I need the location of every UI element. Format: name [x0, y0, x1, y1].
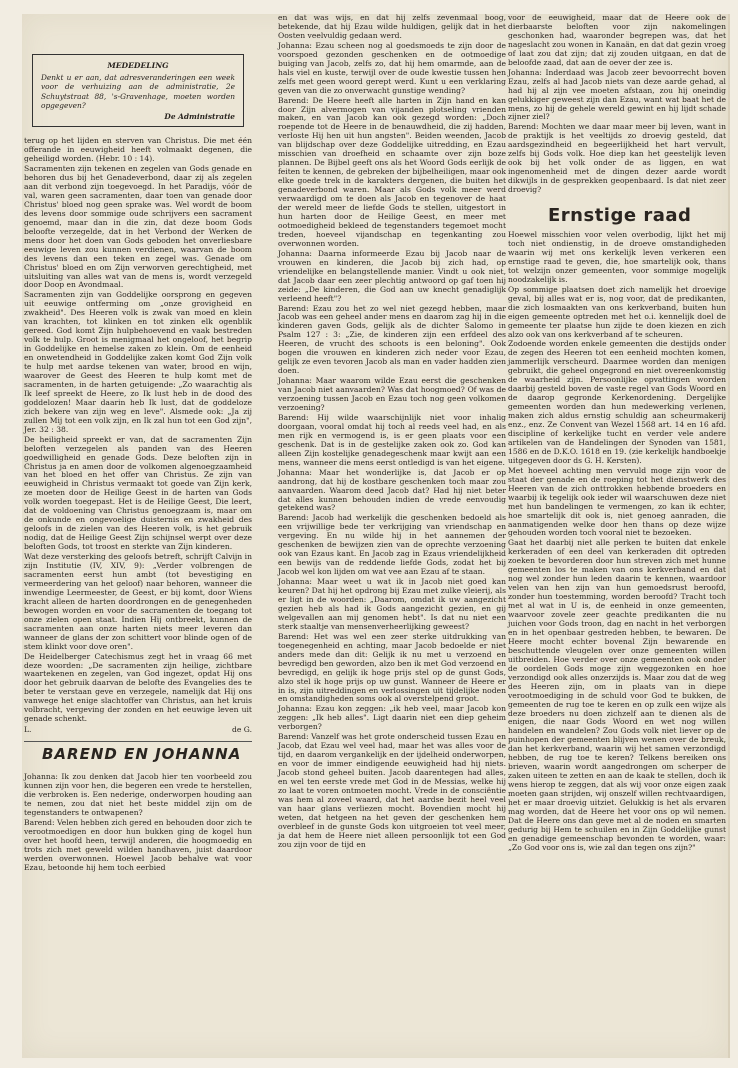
paragraph: voor de eeuwigheid, maar dat de Heere ook de dierbaarste beloften voor zijn nakomelingen geschonken had, waaronder begrepen was, dat het nageslacht zou wonen in Kanaän, en dat dat gezin vroeg of laat zou dat zijn; dat zij zouden uitgaan, en dat de beloofde zaad, dat aan de oever der zee is.	[508, 14, 726, 67]
paragraph: Barend: Het was wel een zeer sterke uitdrukking van toegenegenheid en achting, maar Jacob bedoelde er niet anders mede dan dit: Gelijk ik nu met u verzoend en bevredigd ben geworden, alzo ben ik met God verzoend en bevredigd, en gelijk ik hoge prijs stel op de gunst Gods, alzo stel ik hoge prijs op uw gunst. Wanneer de Heere er in is, zijn uitreddingen en verlossingen uit tijdelijke noden en omstandigheden soms ook al overstelpend groot.	[278, 631, 506, 704]
paragraph: Johanna: Inderdaad was Jacob zeer bevoorrecht boven Ezau, zelfs al had Jacob niets van deze aarde gehad, al had hij al zijn vee moeten afstaan, zou hij oneindig gelukkiger geweest zijn dan Ezau, want wat baat het de mens, zo hij de gehele wereld gewint en hij lijdt schade zijner ziel?	[508, 67, 726, 122]
paragraph: Met hoeveel achting men vervuld moge zijn voor de staat der genade en de roeping tot het dienstwerk des Heeren van de zich onttrokken hebbende broeders en waarbij ik tegelijk ook ieder wil waarschuwen deze niet met hun bandelingen te vermengen, zo kan ik echter, hoe smartelijk dit ook is, niet genoeg aanraden, die aanmatigenden welke door hen thans op deze wijze gehouden worden toch vooral niet te bezoeken.	[508, 465, 726, 538]
paragraph: Barend: Hij wilde waarschijnlijk niet voor inhalig doorgaan, vooral omdat hij toch al reeds veel had, en als men rijk en vermogend is, is er geen plaats voor een geschenk. Dat is in de gestelijke zaken ook zo. God kan alleen Zijn kostelijke genadegeschenk maar kwijt aan een mens, wanneer die mens eerst ontledigd is van het eigene.	[278, 412, 506, 467]
article-signature	[24, 726, 252, 735]
notice-body: Denkt u er aan, dat adresveranderingen een week voor de verhuizing aan de administratie, 2e Schuytstraat 88, 's-Gravenhage, moeten worden opgegeven?	[41, 73, 235, 110]
paragraph: Johanna: Maar het wonderlijke is, dat Jacob er op aandrong, dat hij de kostbare geschenken toch maar zou aanvaarden. Waarom deed Jacob dat? Had hij niet beter dat alles kunnen behouden indien de vrede eenvoudig getekend was?	[278, 467, 506, 513]
notice-box	[32, 54, 244, 127]
divider	[24, 741, 252, 742]
paragraph: De Heidelberger Catechismus zegt het in vraag 66 met deze woorden: „De sacramenten zijn heilige, zichtbare waartekenen en zegelen, van God ingezet, opdat Hij ons door het gebruik daarvan de belofte des Evangelies des te beter te verstaan geve en verzegele, namelijk dat Hij ons vanwege het enige slachtoffer van Christus, aan het kruis volbracht, vergeving der zonden en het eeuwige leven uit genade schenkt.	[24, 651, 252, 724]
paragraph: Barend: Mochten we daar maar meer bij leven, want in de praktijk is het veeltijds zo droevig gesteld, dat aardsgezindheid en begeerlijkheid het hart vervult, zelfs bij Gods volk. Hoe diep kan het geestelijk leven ook bij het volk onder de as liggen, en wat ingenomenheid met de dingen dezer aarde wordt dikwijls in de gesprekken geopenbaard. Is dat niet zeer droevig?	[508, 122, 726, 195]
paragraph: Gaat het daarbij niet alle perken te buiten dat enkele kerkeraden of een deel van kerkeraden dit optreden zoeken te bevorderen door hun streven zich met hunne gemeenten los te maken van ons kerkverband en dat nog wel zonder hun leden daarin te kennen, waardoor velen van hen zijn van hun gemoedsrust beroofd, zonder hun toestemming, worden beroofd? Tracht toch met al wat in U is, de eenheid in onze gemeenten, waarvoor zovele zeer geachte predikanten die nu juichen voor Gods troon, dag en nacht in het verborgen en in het openbaar gestreden hebben, te bewaren. De Heere mocht echter bovenal Zijn bewarende en beschuttende vleugelen over onze gemeenten willen uitbreiden. Hoe verder over onze gemeenten ook onder de oordelen Gods moge zijn weggezonken en hoe verzondigd ook alles onzerzijds is. Maar zou dat de weg des Heeren zijn, om in plaats van in diepe verootmoediging in de schuld voor God te bukken, de gemeenten de rug toe te keren en op zulk een wijze als deze broeders nu doen zichzelf aan te dienen als de enigen, die naar Gods Woord en wet nog willen handelen en wandelen? Zou Gods volk niet liever op de puinhopen der gemeenten blijven wenen over de breuk, dan het kerkverband, waarin wij het samen verzondigd hebben, de rug toe te keren? Telkens bereiken ons brieven, waarin wordt aangedrongen om scherper de zaken uiteen te zetten en aan de kaak te stellen, doch ik wens hierop te zeggen, dat als wij voor onze eigen zaak moeten gaan strijden, wij onszelf willen rechtvaardigen, het er maar droevig uitziet. Gelukkig is het als ervaren mag worden, dat de Heere het voor ons op wil nemen. Dat de Heere ons dan geve met al de noden en smarten gedurig bij Hem te schuilen en in Zijn Goddelijke gunst en genadige gemeenschap bevonden te worden, waar: „Zo God voor ons is, wie zal dan tegen ons zijn?"	[508, 538, 726, 852]
paragraph: Op sommige plaatsen doet zich namelijk het droevige geval, bij alles wat er is, nog voor, dat de predikanten, die zich losmaakten van ons kerkverband, buiten hun eigen gemeente optreden met het o.i. kennelijk doel de gemeente ter plaatse hun zijde te doen kiezen en zich alzo ook van ons kerkverband af te scheuren.	[508, 284, 726, 339]
signature-left: L.	[24, 725, 32, 735]
heading-ernstige-raad: Ernstige raad	[548, 205, 692, 227]
column-middle	[278, 14, 506, 851]
paragraph: Barend: Vanzelf was het grote onderscheid tussen Ezau en Jacob, dat Ezau wel veel had, maar het was alles voor de tijd, en daarom vergankelijk en der ijdelheid onderworpen, en voor de immer eindigende eeuwigheid had hij niets. Jacob stond geheel buiten. Jacob daarentegen had alles, en wel ten eerste vrede met God in de Messias, welke hij zo laat te voren ontmoeten mocht. Vrede in de consciëntie was hem al zoveel waard, dat het aardse bezit heel veel van haar glans verliezen mocht. Bovendien mocht hij weten, dat hetgeen na het geven der geschenken hem overbleef in de gunste Gods kon uitgroeien tot veel meer, ja dat hem de Heere niet alleen persoonlijk tot een God zou zijn voor de tijd en	[278, 732, 506, 849]
paragraph: De heiligheid spreekt er van, dat de sacramenten Zijn beloften verzegelen als panden van des Heeren goedwilligheid en genade Gods. Deze beloften zijn in Christus ja en amen door de volkomen algenoegzaamheid van het bloed en het offer van Christus. Ze zijn van eeuwigheid in Christus vermaakt tot goede van Zijn kerk, ze moeten door de Heilige Geest in de harten van Gods volk worden toegepast. Het is de Heilige Geest, Die leert, dat de voldoening van Christus genoegzaam is, maar om de onkunde en ongevoelige duisternis en zwakheid des geloofs in de zielen van des Heeren volk, is het gebruik nodig, dat de Heilige Geest Zijn schijnsel werpt over deze beloften Gods, tot troost en sterkte van Zijn kinderen.	[24, 434, 252, 552]
paragraph: terug op het lijden en sterven van Christus. Die met één offerande in eeuwigheid heeft volmaakt degenen, die geheiligd worden. (Hebr. 10 : 14).	[24, 136, 252, 164]
paragraph: Sacramenten zijn tekenen en zegelen van Gods genade en behoren dus bij het Genadeverbond, daar zij als zegelen aan dit verbond zijn toegevoegd. In het Paradijs, vóór de val, waren geen sacramenten, daar toen van genade door Christus' bloed nog geen sprake was. Wel wordt de boom des levens door sommige oude schrijvers een sacrament genoemd, maar dan in die zin, dat deze boom Gods beloofte verzegelde, dat in het Verbond der Werken de mens door het doen van Gods geboden het onverliesbare eeuwige leven zou kunnen verdienen, waarvan de boom des levens dan een teken en zegel was. Genade om Christus' bloed en om Zijn verworven gerechtigheid, met uitsluiting van alles wat van de mens is, wordt verzegeld door Doop en Avondmaal.	[24, 164, 252, 290]
paragraph: en dat was wijs, en dat hij zelfs zevenmaal boog, betekende, dat hij Ezau wilde huldigen, gelijk dat in het Oosten veelvuldig gedaan werd.	[278, 14, 506, 40]
paragraph: Hoewel misschien voor velen overbodig, lijkt het mij toch niet ondienstig, in de droeve omstandigheden waarin wij met ons kerkelijk leven verkeren een ernstige raad te geven, die, hoe smartelijk ook, thans tot welzijn onzer gemeenten, voor sommige mogelijk noodzakelijk is.	[508, 230, 726, 284]
column-left	[24, 14, 252, 874]
signature-right: de G.	[232, 725, 252, 735]
paragraph: Barend: Jacob had werkelijk die geschenken bedoeld als een vrijwillige bede ter verkrijging van vriendschap en vergeving. En nu wilde hij in het aannemen der geschenken de bewijzen zien van de oprechte verzoening ook van Ezaus kant. En Jacob zag in Ezaus vriendelijkheid een bewijs van de reddende liefde Gods, zodat het bij Jacob wel kon lijden om wat vee aan Ezau af te staan.	[278, 513, 506, 577]
paragraph: Sacramenten zijn van Goddelijke oorsprong en gegeven uit eeuwige ontferming om „onze grovigheid en zwakheid". Des Heeren volk is zwak van moed en klein van krachten, tot klinken en tot zinken elk ogenblik gereed. God komt Zijn hulpbehoevend en vaak bestreden volk te hulp. Groot is menigmaal het ongeloof, het begrip in Goddelijke en hemelse zaken zo klein. Om de eenheid en onwetendheid in Goddelijke zaken komt God Zijn volk te hulp met aardse tekenen van water, brood en wijn, waarover de Geest des Heeren te hulp komt met de sacramenten, in de harten getuigende: „Zo waarachtig als Ik leef spreekt de Heere, zo Ik lust heb in de dood des goddelozen! Maar daarin heb Ik lust, dat de goddeloze zich bekere van zijn weg en leve". Alsmede ook: „Ja zij zullen Mij tot een volk zijn, en Ik zal hun tot een God zijn", Jer. 32 : 38.	[24, 290, 252, 434]
paragraph: Wat deze versterking des geloofs betreft, schrijft Calvijn in zijn Institutie (IV, XIV, 9): „Verder volbrengen de sacramenten eerst hun ambt (tot bevestiging en vermeerdering van het geloof) naar behoren, wanneer die inwendige Leermeester, de Geest, er bij komt, door Wiens kracht alleen de harten doordrongen en de genegenheden bewogen worden en voor de sacramenten de toegang tot onze zielen open staat. Indien Hij ontbreekt, kunnen de sacramenten aan onze harten niets meer leveren dan wanneer de glans der zon schittert voor blinde ogen of de stem klinkt voor dove oren".	[24, 552, 252, 651]
newspaper-page	[22, 14, 730, 1058]
paragraph: Johanna: Ezau kon zeggen: „ik heb veel, maar Jacob kon zeggen: „Ik heb alles". Ligt daarin niet een diep geheim verborgen?	[278, 704, 506, 732]
paragraph: Zodoende worden enkele gemeenten die destijds onder de zegen des Heeren tot een eenheid mochten komen, jammerlijk verscheurd. Daarmee worden dan menigen gebruikt, die geheel ongegrond en niet overeenkomstig de waarheid zijn. Persoonlijke opvattingen worden daarbij gesteld boven de vaste regel van Gods Woord en de daarop gegronde Kerkenordening. Dergelijke gemeenten worden dan hun medewerking verlenen, maken zich aldus ernstig schuldig aan scheurmakerij enz., enz. Ze Convent van Wezel 1568 art. 14 en 16 afd. discipline of kerkelijke tucht en verder vele andere artikelen van de Handelingen der Synoden van 1581, 1586 en de D.K.O. 1618 en 19. (zie kerkelijk handboekje uitgegeven door ds G. H. Kersten).	[508, 339, 726, 465]
heading-barend-en-johanna: BAREND EN JOHANNA	[42, 745, 242, 764]
paragraph: Johanna: Maar weet u wat ik in Jacob niet goed kan keuren? Dat hij het opdrong bij Ezau met zulke vleierij, als er ligt in de woorden: „Daarom, omdat ik uw aangezicht gezien heb als had ik Gods aangezicht gezien, en gij welgevallen aan mij genomen hebt". Is dat nu niet een sterk staaltje van mensenverheerlijking geweest?	[278, 577, 506, 631]
paragraph: Barend: Ezau zou het zo wel niet gezegd hebben, maar Jacob was een geheel ander mens en daarom zag hij in die kinderen gaven Gods, gelijk als de dichter Salomo in Psalm 127 : 3: „Zie, de kinderen zijn een erfdeel des Heeren, de vrucht des schoots is een beloning". Ook bogen die vrouwen en kinderen zich neder voor Ezau, gelijk ze even tevoren Jacob als man en vader hadden zien doen.	[278, 303, 506, 376]
notice-title: MEDEDELING	[107, 61, 169, 70]
column-right	[508, 14, 726, 854]
paragraph: Johanna: Daarna informeerde Ezau bij Jacob naar de vrouwen en kinderen, die Jacob bij zich had, op vriendelijke en belangstellende manier. Vindt u ook niet, dat Jacob daar een zeer plechtig antwoord op gaf toen hij zeide: „De kinderen, die God aan uw knecht genadiglijk verleend heeft"?	[278, 248, 506, 303]
notice-signature: De Administratie	[164, 112, 235, 122]
paragraph: Johanna: Maar waarom wilde Ezau eerst die geschenken van Jacob niet aanvaarden? Was dat hoogmoed? Of was de verzoening tussen Jacob en Ezau toch nog geen volkomen verzoening?	[278, 376, 506, 412]
paragraph: Johanna: Ezau scheen nog al goedsmoeds te zijn door de voorspoed gezonden geschenken en de ootmoedige buiging van Jacob, zelfs zo, dat hij hem omarmde, aan de hals viel en kuste, terwijl over de oude kwestie tussen hen zelfs met geen woord gerept werd. Kunt u een verklaring geven van die zo onverwacht gunstige wending?	[278, 40, 506, 95]
paragraph: Johanna: Ik zou denken dat Jacob hier ten voorbeeld zou kunnen zijn voor hen, die begeren een vrede te herstellen, die verbroken is. Een nederige, onderworpen houding aan te nemen, zou dat niet het beste middel zijn om de tegenstanders te ontwapenen?	[24, 772, 252, 817]
paragraph: Barend: Velen hebben zich gered en behouden door zich te verootmoedigen en door hun bukken ging de kogel hun over het hoofd heen, terwijl anderen, die hoogmoedig en trots zich met geweld wilden handhaven, juist daardoor werden overwonnen. Hoewel Jacob behalve wat voor Ezau, betoonde hij hem toch eerbied	[24, 817, 252, 872]
paragraph: Barend: De Heere heeft alle harten in Zijn hand en kan door Zijn alvermogen van vijanden plotseling vrienden maken, en van Jacob kan ook gezegd worden: „Doch roepende tot de Heere in de benauwdheid, die zij hadden, verloste Hij hen uit hun angsten". Beiden weenden, Jacob van blijdschap over deze Goddelijke uitredding, en Ezau misschien van droefheid en schaamte over zijn boze plannen. De Bijbel geeft ons als het Woord Gods eerlijk de feiten te kennen, de gebreken der bijbelheiligen, maar ook elke goede trek in de karakters dergenen, die buiten het genadeverbond waren. Maar als Gods volk meer werd verwaardigd om te doen als Jacob en tegenover de haat der wereld meer de liefde Gods te stellen, uitgestort in hun harten door de Heilige Geest, en meer met ootmoedigheid bekleed de tegenstanders tegemoet mocht treden, hoeveel vijandschap en tegenkanting zou overwonnen worden.	[278, 95, 506, 248]
